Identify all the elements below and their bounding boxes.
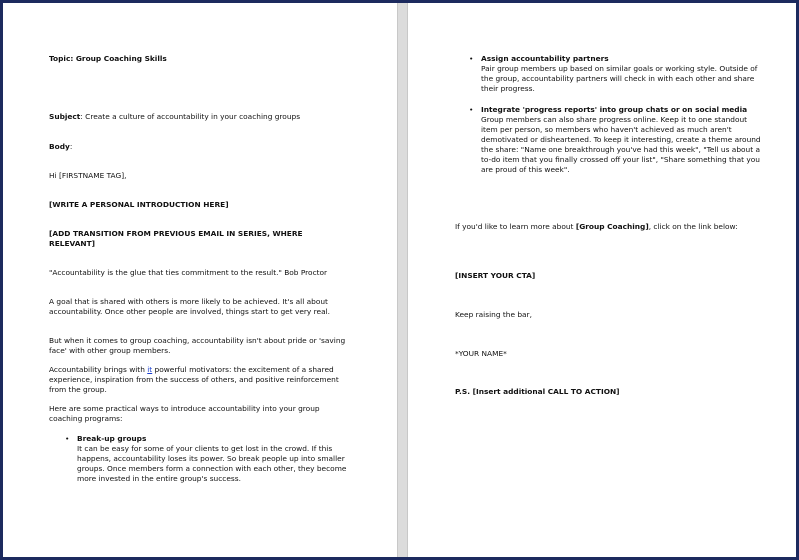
- bullet-text: It can be easy for some of your clients to get lost in the crowd. If this happens, accountability loses its power. So break people up into smaller groups. Once members form a connection with each other, they become more invested in the entire group's success.: [77, 444, 347, 483]
- signoff: Keep raising the bar,: [455, 310, 532, 319]
- paragraph-2: But when it comes to group coaching, accountability isn't about pride or 'saving face' with other group members.: [49, 336, 346, 355]
- paragraph-4: Here are some practical ways to introduce accountability into your group coaching programs:: [49, 404, 320, 423]
- body-colon: :: [69, 142, 73, 151]
- paragraph-1: A goal that is shared with others is more likely to be achieved. It's all about accountability. Once other people are involved, things start to get very real.: [49, 297, 331, 316]
- learn-more-topic: [Group Coaching]: [575, 222, 649, 231]
- transition-placeholder: [ADD TRANSITION FROM PREVIOUS EMAIL IN SERIES, WHERE RELEVANT]: [49, 229, 303, 248]
- subject-label: Subject: [49, 112, 81, 121]
- it-link[interactable]: it: [147, 365, 153, 374]
- body-line: [49, 142, 149, 152]
- intro-placeholder: [WRITE A PERSONAL INTRODUCTION HERE]: [49, 200, 229, 209]
- subject-text: : Create a culture of accountability in your coaching groups: [80, 112, 301, 121]
- bullet-title: Assign accountability partners: [481, 54, 609, 63]
- quote-paragraph: "Accountability is the glue that ties commitment to the result." Bob Proctor: [49, 268, 328, 277]
- paragraph-3-end: powerful motivators: the excitement of a shared experience, inspiration from the success of others, and positive reinforcement from the group.: [49, 365, 339, 394]
- list-item: [481, 54, 761, 94]
- bullet-glyph: •: [469, 105, 474, 114]
- cta-placeholder: [INSERT YOUR CTA]: [455, 271, 536, 280]
- list-item: [481, 105, 761, 175]
- name-placeholder: *YOUR NAME*: [455, 349, 507, 358]
- list-item: [77, 434, 349, 484]
- paragraph-3: [49, 365, 349, 395]
- document-page-1: [3, 3, 397, 557]
- learn-more-end: , click on the link below:: [648, 222, 738, 231]
- bullet-glyph: •: [469, 54, 474, 63]
- bullet-text: Pair group members up based on similar goals or working style. Outside of the group, accountability partners will check in with each other and share their progress.: [481, 64, 758, 93]
- subject-line: [49, 112, 379, 122]
- topic-heading: Topic: Group Coaching Skills: [49, 54, 167, 63]
- bullet-text: Group members can also share progress online. Keep it to one standout item per person, so members who haven't achieved as much aren't demotivated or disheartened. To keep it interesting, create a theme around the share: "Name one breakthrough you've had this week", "Tell us about a to-do item that you finally crossed off your list", "Share something that you are proud of this week".: [481, 115, 761, 174]
- bullet-glyph: •: [65, 434, 70, 443]
- learn-more-start: If you'd like to learn more about: [455, 222, 576, 231]
- ps-line: P.S. [Insert additional CALL TO ACTION]: [455, 387, 620, 396]
- page-gutter: [397, 3, 408, 557]
- document-page-2: [408, 3, 796, 557]
- learn-more-paragraph: [455, 222, 760, 232]
- bullet-title: Integrate 'progress reports' into group chats or on social media: [481, 105, 748, 114]
- bullet-title: Break-up groups: [77, 434, 147, 443]
- body-label: Body: [49, 142, 70, 151]
- greeting: Hi [FIRSTNAME TAG],: [49, 171, 127, 180]
- paragraph-3-start: Accountability brings with: [49, 365, 148, 374]
